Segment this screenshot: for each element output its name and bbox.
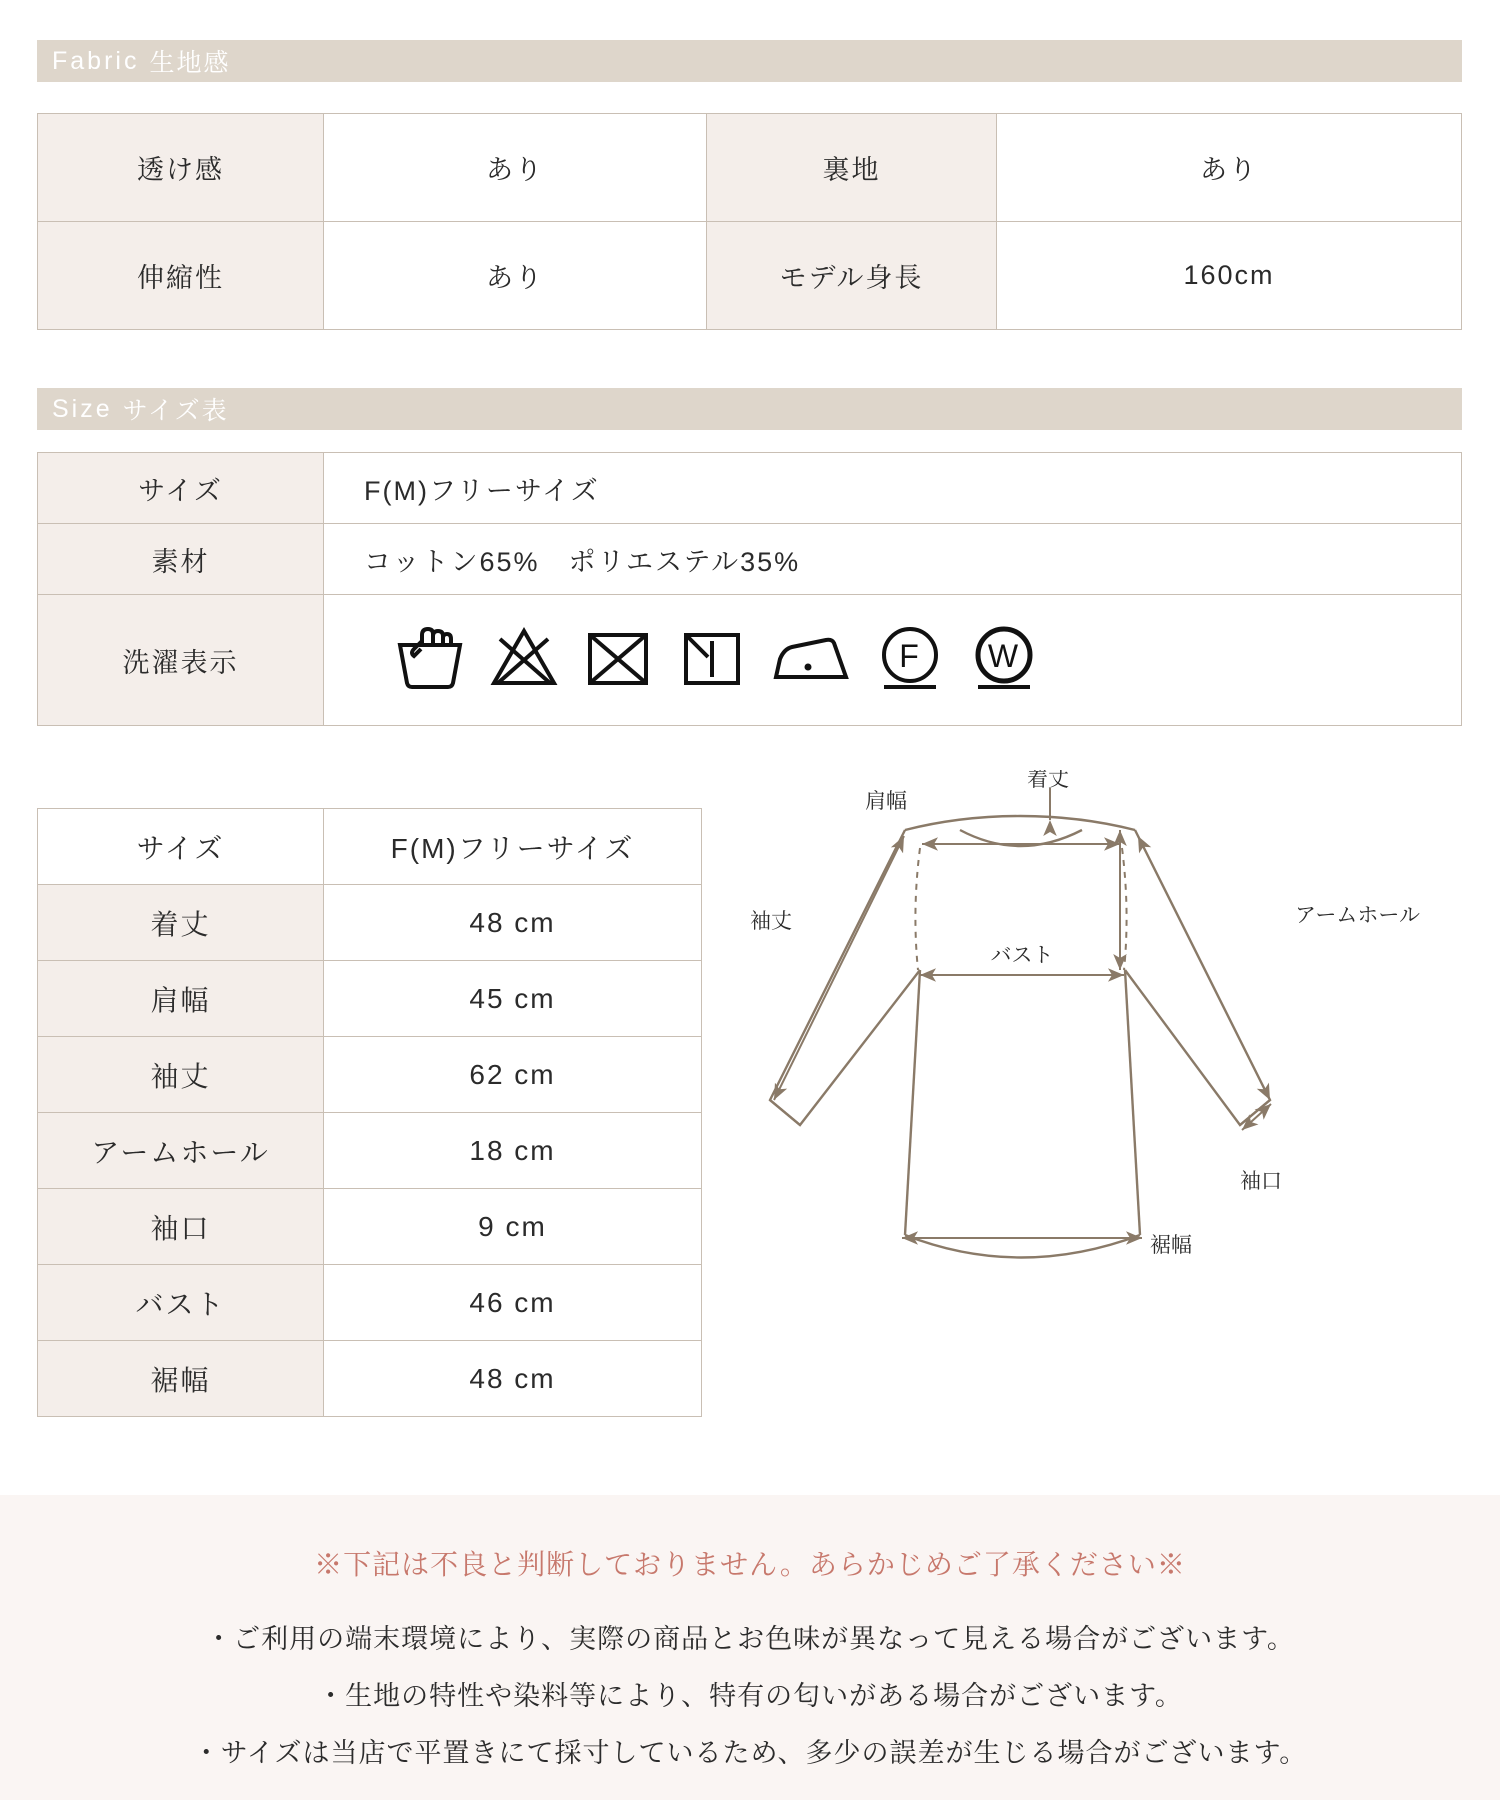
- table-row: [38, 453, 1462, 524]
- fabric-section-header: [37, 40, 1462, 82]
- fabric-section-jp-label: 生地感: [149, 49, 231, 77]
- size-row-1-value: コットン65% ポリエステル35%: [324, 524, 1462, 595]
- fabric-section-en-label: Fabric: [52, 46, 140, 75]
- size-row-1-label: 素材: [38, 524, 324, 595]
- table-row: [38, 524, 1462, 595]
- size-section-jp-label: サイズ表: [122, 397, 229, 425]
- measurement-row-6-label: 裾幅: [38, 1341, 324, 1417]
- table-row: [38, 1341, 702, 1417]
- measurement-row-0-label: 着丈: [38, 885, 324, 961]
- table-row: [38, 1265, 702, 1341]
- fabric-row-0-value-2: あり: [997, 114, 1462, 222]
- svg-text:W: W: [987, 637, 1021, 674]
- wet-clean-w-icon: [966, 619, 1042, 702]
- fabric-row-1-value-1: あり: [324, 222, 707, 330]
- table-row: [38, 114, 1462, 222]
- measurement-row-6-value: 48 cm: [324, 1341, 702, 1417]
- table-row: [38, 1037, 702, 1113]
- diagram-label-sleeve: 袖丈: [750, 910, 792, 933]
- notice-block: [0, 1495, 1500, 1800]
- diagram-label-armhole: アームホール: [1295, 904, 1420, 927]
- dry-clean-f-icon: [872, 619, 948, 702]
- table-row: [38, 809, 702, 885]
- measurement-row-3-value: 18 cm: [324, 1113, 702, 1189]
- diagram-label-cuff: 袖口: [1240, 1170, 1282, 1193]
- measurement-row-1-value: 45 cm: [324, 961, 702, 1037]
- diagram-label-length: 着丈: [1027, 770, 1069, 791]
- notice-line-2: ・サイズは当店で平置きにて採寸しているため、多少の誤差が生じる場合がございます。: [192, 1738, 1308, 1768]
- fabric-row-1-label-1: 伸縮性: [38, 222, 324, 330]
- fabric-row-1-label-2: モデル身長: [707, 222, 997, 330]
- fabric-row-0-label-2: 裏地: [707, 114, 997, 222]
- measurement-row-4-label: 袖口: [38, 1189, 324, 1265]
- measurement-row-2-value: 62 cm: [324, 1037, 702, 1113]
- measurement-row-4-value: 9 cm: [324, 1189, 702, 1265]
- garment-measurement-diagram: [730, 770, 1470, 1300]
- wash-care-label: 洗濯表示: [38, 595, 324, 726]
- notice-line-1: ・生地の特性や染料等により、特有の匂いがある場合がございます。: [317, 1681, 1183, 1711]
- table-row: [38, 1189, 702, 1265]
- table-row: [38, 885, 702, 961]
- iron-low-icon: [768, 619, 854, 702]
- measurement-row-5-label: バスト: [38, 1265, 324, 1341]
- diagram-label-hem: 裾幅: [1150, 1234, 1192, 1257]
- fabric-row-0-value-1: あり: [324, 114, 707, 222]
- measurement-row-1-label: 肩幅: [38, 961, 324, 1037]
- table-row: [38, 961, 702, 1037]
- size-section-en-label: Size: [52, 394, 113, 423]
- fabric-table: [37, 113, 1462, 330]
- fabric-row-0-label-1: 透け感: [38, 114, 324, 222]
- no-tumble-dry-icon: [580, 619, 656, 702]
- table-row: [38, 595, 1462, 726]
- table-row: [38, 1113, 702, 1189]
- size-row-0-label: サイズ: [38, 453, 324, 524]
- size-row-0-value: F(M)フリーサイズ: [324, 453, 1462, 524]
- diagram-label-shoulder: 肩幅: [865, 790, 907, 813]
- table-row: [38, 222, 1462, 330]
- fabric-row-1-value-2: 160cm: [997, 222, 1462, 330]
- hand-wash-icon: [392, 619, 468, 702]
- notice-line-0: ・ご利用の端末環境により、実際の商品とお色味が異なって見える場合がございます。: [205, 1624, 1295, 1654]
- measurement-row-0-value: 48 cm: [324, 885, 702, 961]
- wash-care-icons-cell: [324, 595, 1462, 726]
- drip-dry-shade-icon: [674, 619, 750, 702]
- measurement-row-2-label: 袖丈: [38, 1037, 324, 1113]
- measurement-table: [37, 808, 702, 1417]
- size-info-table: [37, 452, 1462, 726]
- svg-text:F: F: [899, 637, 921, 674]
- measurement-header-label: サイズ: [38, 809, 324, 885]
- wash-icon-group: [364, 619, 1460, 702]
- measurement-row-3-label: アームホール: [38, 1113, 324, 1189]
- diagram-label-bust: バスト: [990, 944, 1054, 967]
- measurement-row-5-value: 46 cm: [324, 1265, 702, 1341]
- notice-title: ※下記は不良と判断しておりません。あらかじめご了承ください※: [314, 1549, 1186, 1580]
- measurement-header-value: F(M)フリーサイズ: [324, 809, 702, 885]
- no-bleach-icon: [486, 619, 562, 702]
- size-section-header: [37, 388, 1462, 430]
